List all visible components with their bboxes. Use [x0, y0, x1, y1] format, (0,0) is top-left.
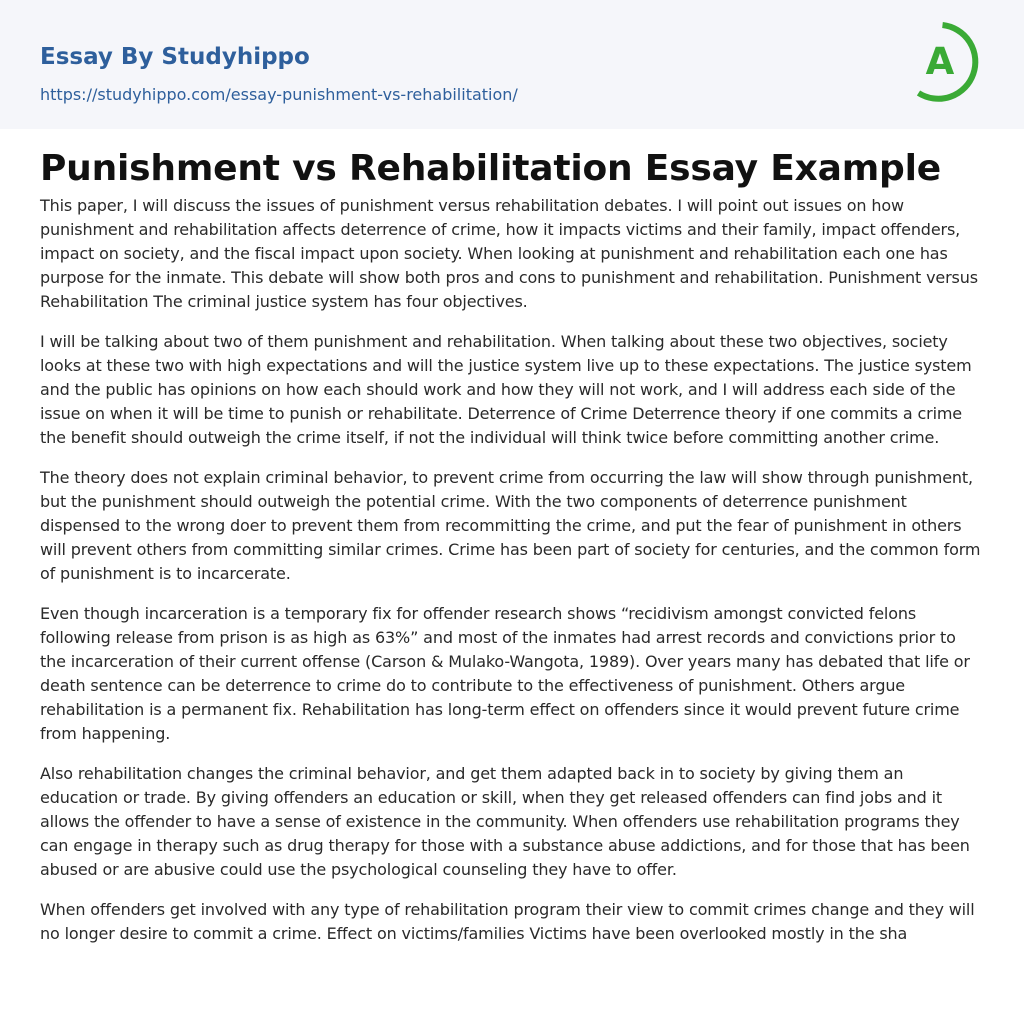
article-paragraph-2: I will be talking about two of them punishment and rehabilitation. When talking about these two objectives, society looks at these two with high expectations and will the justice system live up to these expectations. The justice system and the public has opinions on how each should work and how they will not work, and I will address each side of the issue on when it will be time to punish or rehabilitate. Deterrence of Crime Deterrence theory if one commits a crime the benefit should outweigh the crime itself, if not the individual will think twice before committing another crime.: [40, 332, 972, 447]
site-brand[interactable]: Essay By Studyhippo: [40, 44, 310, 70]
logo-letter: A: [925, 40, 955, 83]
article-paragraph-4: Even though incarceration is a temporary fix for offender research shows “recidivism amongst convicted felons following release from prison is as high as 63%” and most of the inmates had arrest records and convictions prior to the incarceration of their current offense (Carson & Mulako-Wangota, 1989). Over years many has debated that life or death sentence can be deterrence to crime do to contribute to the effectiveness of punishment. Others argue rehabilitation is a permanent fix. Rehabilitation has long-term effect on offenders since it would prevent future crime from happening.: [40, 604, 970, 743]
article-paragraph-1: This paper, I will discuss the issues of punishment versus rehabilitation debates. I will point out issues on how punishment and rehabilitation affects deterrence of crime, how it impacts victims and their family, impact offenders, impact on society, and the fiscal impact upon society. When looking at punishment and rehabilitation each one has purpose for the inmate. This debate will show both pros and cons to punishment and rehabilitation. Punishment versus Rehabilitation The criminal justice system has four objectives.: [40, 196, 978, 311]
article-paragraph-6: When offenders get involved with any type of rehabilitation program their view to commit crimes change and they will no longer desire to commit a crime. Effect on victims/families Victims have been overlooked mostly in the sha: [40, 900, 975, 943]
studyhippo-logo[interactable]: [912, 20, 986, 104]
article-paragraph-5: Also rehabilitation changes the criminal behavior, and get them adapted back in to society by giving them an education or trade. By giving offenders an education or skill, when they get released offenders can find jobs and it allows the offender to have a sense of existence in the community. When offenders use rehabilitation programs they can engage in therapy such as drug therapy for those with a substance abuse addictions, and for those that has been abused or are abusive could use the psychological counseling they have to offer.: [40, 764, 970, 879]
article: [0, 149, 1024, 946]
site-header: [0, 0, 1024, 129]
essay-url-link[interactable]: https://studyhippo.com/essay-punishment-vs-rehabilitation/: [40, 85, 518, 104]
page-title: Punishment vs Rehabilitation Essay Example: [40, 148, 941, 189]
article-paragraph-3: The theory does not explain criminal behavior, to prevent crime from occurring the law will show through punishment, but the punishment should outweigh the potential crime. With the two components of deterrence punishment dispensed to the wrong doer to prevent them from recommitting the crime, and put the fear of punishment in others will prevent others from committing similar crimes. Crime has been part of society for centuries, and the common form of punishment is to incarcerate.: [40, 468, 981, 583]
